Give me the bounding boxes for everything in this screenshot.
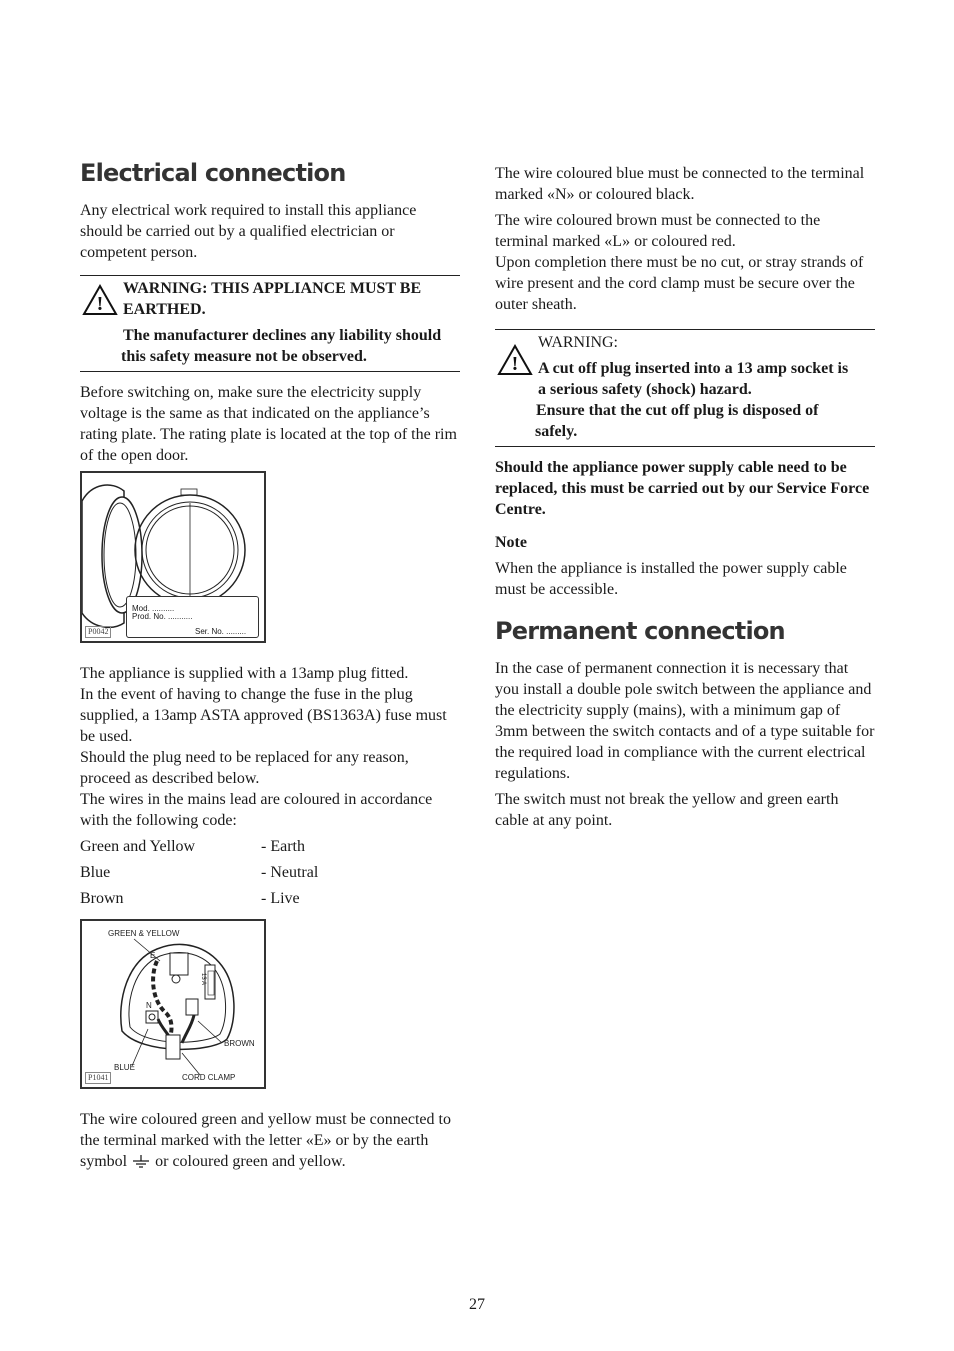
plug-text-4: The wires in the mains lead are coloured in accordance with the following code: [80,791,433,829]
warning2-title: WARNING: [538,334,618,351]
green-yellow-paragraph [80,1109,460,1172]
permanent-connection-paragraph: In the case of permanent connection it is necessary that you install a double pole switch between the appliance and the electricity supply (mains), with a minimum gap of 3mm between the switch contacts and of a type suitable for the required load in compliance with the current electrical regulations. [495,660,875,782]
completion-paragraph: Upon completion there must be no cut, or stray strands of wire present and the cord clamp must be secure over the outer sheath. [495,254,864,313]
label-fuse: 13 A [200,973,206,986]
intro-paragraph: Any electrical work required to install this appliance should be carried out by a qualified electrician or competent person. [80,202,417,261]
wire-colour: Green and Yellow [80,838,196,855]
rating-plate [126,596,259,638]
plug-text-3: Should the plug need to be replaced for any reason, proceed as described below. [80,749,409,787]
service-paragraph: Should the appliance power supply cable need to be replaced, this must be carried out by our Service Force Centre. [495,459,870,518]
green-yellow-text-a: The wire coloured green and yellow must be connected to the terminal marked with the letter «E» or by the earth symbol [80,1111,451,1170]
svg-text:!: ! [511,353,519,375]
rating-plate-ser: Ser. No. ......... [195,627,247,636]
wire-meaning: - Neutral [261,864,319,881]
label-cord-clamp: CORD CLAMP [182,1073,236,1082]
wire-colour: Blue [80,864,111,881]
label-n: N [146,1001,152,1010]
plug-text-2: In the event of having to change the fuse in the plug supplied, a 13amp ASTA approved (BS1363A) fuse must be used. [80,686,447,745]
label-blue: BLUE [114,1063,135,1072]
page-number: 27 [469,1296,485,1313]
figure2-code: P1041 [85,1072,111,1084]
cut-off-plug-warning-box [495,329,875,447]
warning2-line4: safely. [535,423,578,440]
label-green-yellow: GREEN & YELLOW [108,929,180,938]
plug-wiring-figure [80,919,266,1089]
section-title-electrical-connection: Electrical connection [80,159,346,187]
rating-plate-prod: Prod. No. ........... [132,612,193,621]
figure1-code: P0042 [85,626,111,638]
note-paragraph: When the appliance is installed the power supply cable must be accessible. [495,560,847,598]
green-yellow-text-b: or coloured green and yellow. [155,1153,346,1170]
right-column [495,163,875,836]
warning2-line2: a serious safety (shock) hazard. [538,381,752,398]
earthing-warning-box [80,275,460,372]
warning1-line4: this safety measure not be observed. [121,348,367,365]
left-column [80,158,460,1177]
rating-plate-mod: Mod. .......... [132,604,175,613]
wire-colour-code-list [80,836,460,909]
label-e: E [150,951,156,960]
warning-triangle-icon [497,344,533,376]
blue-wire-paragraph: The wire coloured blue must be connected to the terminal marked «N» or coloured black. [495,165,865,203]
switch-paragraph: The switch must not break the yellow and green earth cable at any point. [495,791,839,829]
warning1-line1: WARNING: THIS APPLIANCE MUST BE [123,280,422,297]
section-title-permanent-connection: Permanent connection [495,617,785,645]
before-switching-paragraph: Before switching on, make sure the electricity supply voltage is the same as that indicated on the appliance’s rating plate. The rating plate is located at the top of the rim of the open door. [80,384,457,464]
plug-wiring-illustration [82,921,264,1087]
plug-text-1: The appliance is supplied with a 13amp plug fitted. [80,665,409,682]
brown-wire-paragraph: The wire coloured brown must be connected to the terminal marked «L» or coloured red. [495,212,821,250]
warning1-line2: EARTHED. [123,301,206,318]
svg-text:!: ! [96,293,104,315]
wire-colour: Brown [80,890,124,907]
warning2-line3: Ensure that the cut off plug is disposed of [536,402,819,419]
warning-triangle-icon [82,284,118,316]
earth-symbol-icon [131,1154,151,1170]
wire-meaning: - Live [261,890,300,907]
warning2-line1: A cut off plug inserted into a 13 amp socket is [538,360,849,377]
note-title: Note [495,534,527,551]
rating-plate-figure [80,471,266,643]
label-brown: BROWN [224,1039,255,1048]
warning1-line3: The manufacturer declines any liability should [123,327,442,344]
wire-meaning: - Earth [261,838,305,855]
